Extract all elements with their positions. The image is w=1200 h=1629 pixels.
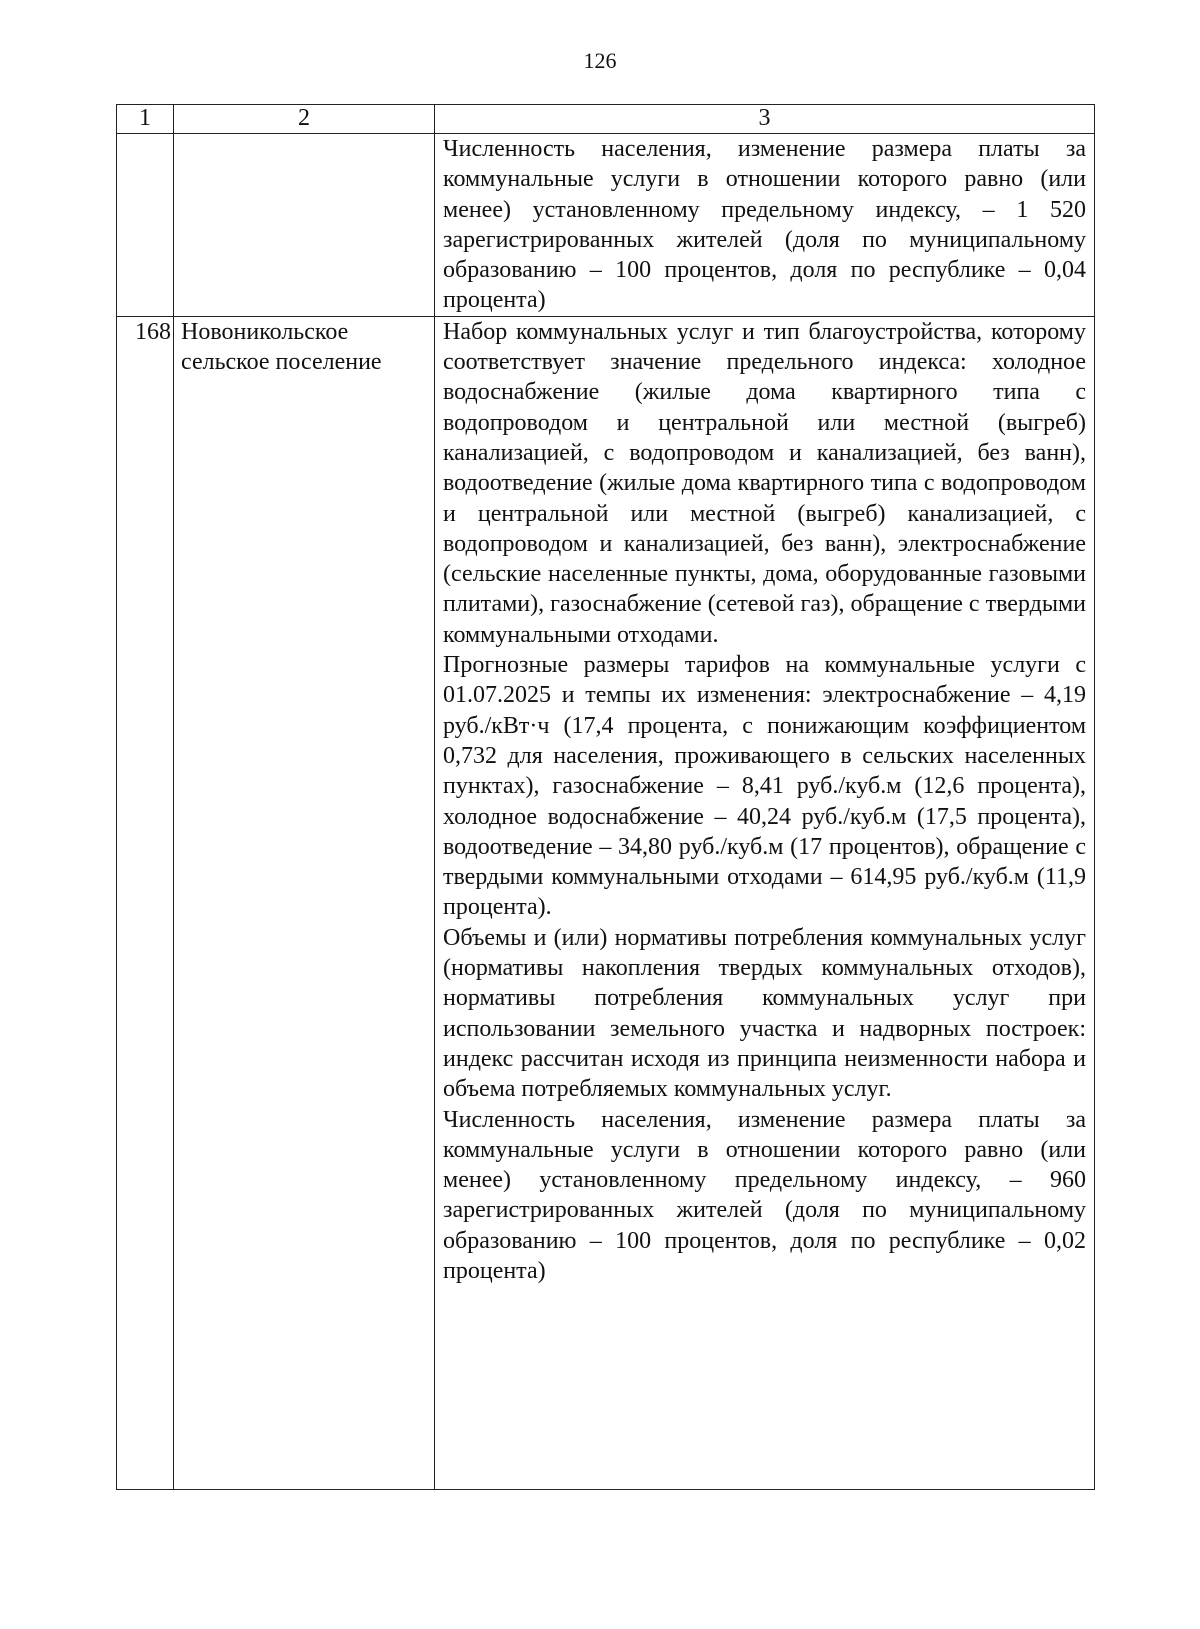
table-header-row <box>117 105 1095 134</box>
services-set-paragraph: Набор коммунальных услуг и тип благоустройства, которому соответствует значение предельного индекса: холодное водоснабжение (жилые дома квартирного типа с водопроводом и центральной или местной (выгреб) канализацией, с водопроводом и канализацией, без ванн), водоотведение (жилые дома квартирного типа с водопроводом и центральной или местной (выгреб) канализацией, с водопроводом и канализацией, без ванн), электроснабжение (сельские населенные пункты, дома, оборудованные газовыми плитами), газоснабжение (сетевой газ), обращение с твердыми коммунальными отходами. <box>443 318 1086 648</box>
description-cell <box>435 316 1095 1489</box>
row-number-cell <box>117 134 174 317</box>
municipality-name-cell <box>174 134 435 317</box>
row-number-cell: 168 <box>117 316 174 1489</box>
population-paragraph: Численность населения, изменение размера платы за коммунальные услуги в отношении которого равно (или менее) установленному предельному индексу, – 1 520 зарегистрированных жителей (доля по муниципальному образованию – 100 процентов, доля по республике – 0,04 процента) <box>443 136 1086 314</box>
consumption-norms-paragraph: Объемы и (или) нормативы потребления коммунальных услуг (нормативы накопления твердых коммунальных отходов), нормативы потребления коммунальных услуг при использовании земельного участка и надворных построек: индекс рассчитан исходя из принципа неизменности набора и объема потребляемых коммунальных услуг. <box>443 924 1086 1103</box>
table-row <box>117 134 1095 317</box>
tariffs-paragraph: Прогнозные размеры тарифов на коммунальные услуги с 01.07.2025 и темпы их изменения: электроснабжение – 4,19 руб./кВт·ч (17,4 процента, с понижающим коэффициентом 0,732 для населения, проживающего в сельских населенных пунктах), газоснабжение – 8,41 руб./куб.м (12,6 процента), холодное водоснабжение – 40,24 руб./куб.м (17,5 процента), водоотведение – 34,80 руб./куб.м (17 процентов), обращение с твердыми коммунальными отходами – 614,95 руб./куб.м (11,9 процента). <box>443 652 1086 921</box>
table-row <box>117 316 1095 1489</box>
page-number: 126 <box>583 48 617 73</box>
column-header-3: 3 <box>435 105 1095 134</box>
description-cell <box>435 134 1095 317</box>
municipality-name-cell: Новоникольское сельское поселение <box>174 316 435 1489</box>
population-paragraph: Численность населения, изменение размера платы за коммунальные услуги в отношении которого равно (или менее) установленному предельному индексу, – 960 зарегистрированных жителей (доля по муниципальному образованию – 100 процентов, доля по республике – 0,02 процента) <box>443 1106 1086 1284</box>
column-header-2: 2 <box>174 105 435 134</box>
municipal-index-table <box>116 104 1095 1490</box>
column-header-1: 1 <box>117 105 174 134</box>
